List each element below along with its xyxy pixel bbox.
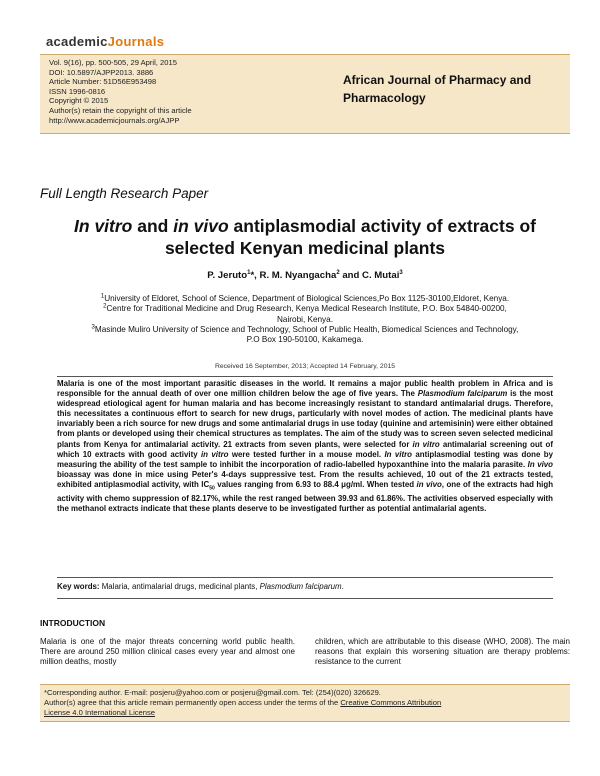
article-number: Article Number: 51D56E953498 bbox=[49, 77, 157, 87]
abstract-text: bioassay was done in mice using Peter's 4-days suppressive test. From the results achieved, 10 out of the 21 extracts tested, exhibited antiplasmodial activity, with IC bbox=[57, 469, 553, 489]
affil-sup: 3 bbox=[91, 324, 95, 331]
affiliation-3 bbox=[50, 325, 560, 335]
author-sup: 3 bbox=[399, 269, 403, 276]
abstract-text: , one of the extracts had high activity with chemo suppression of 82.17%, while the rest ranged between 39.93 and 61.86%. The activities observed especially with the methanol extracts indicate that these plants deserve to be investigated further as potential antimalarial agents. bbox=[57, 479, 554, 513]
keywords-end: . bbox=[341, 582, 344, 591]
article-title bbox=[40, 215, 570, 259]
logo-journals: Journals bbox=[107, 34, 165, 49]
abstract-text: is the most widespread etiological agent for human malaria and has become increasingly resistant to standard antimalarial drugs. Therefore, this necessitates a continuous effort to search for new drugs, particularly with novel modes of action. The medicinal plants have invariably been a rich source for new drugs and some antimalarial drugs in use today (quinine and artemisinin) were either obtained from plants or developed using their chemical structures as templates. The aim of the study was to screen seven selected medicinal plants from Kenya for antimalarial activity. 21 extracts from seven plants, were selected for bbox=[57, 389, 553, 449]
author-name: P. Jeruto bbox=[207, 270, 248, 281]
affil-sup: 1 bbox=[100, 293, 105, 300]
title-in-vivo: in vivo bbox=[173, 216, 229, 236]
volume-info: Vol. 9(16), pp. 500-505, 29 April, 2015 bbox=[49, 58, 177, 67]
abstract-text: Malaria is one of the most important parasitic diseases in the world. It remains a major public health problem in Africa and is responsible for the annual death of over one million children below the age of five years. The bbox=[57, 379, 553, 399]
intro-column-1: Malaria is one of the major threats concerning world public health. There are around 250 million clinical cases every year and almost one million deaths, mostly bbox=[40, 637, 295, 666]
affil-text: Centre for Traditional Medicine and Drug Research, Kenya Medical Research Institute, P.O. Box 54840-00200, bbox=[106, 304, 507, 314]
abstract-italic: In vitro bbox=[384, 449, 412, 459]
author-sup: 2 bbox=[336, 269, 340, 276]
logo-academic: academic bbox=[46, 34, 108, 49]
title-in-vitro: In vitro bbox=[74, 216, 133, 236]
affiliation-3-cont: P.O Box 190-50100, Kakamega. bbox=[246, 335, 364, 345]
journal-name bbox=[343, 71, 531, 107]
title-part1: antiplasmodial activity of extracts of bbox=[228, 216, 536, 236]
journal-url[interactable]: http://www.academicjournals.org/AJPP bbox=[49, 115, 180, 125]
corresponding-author: *Corresponding author. E-mail: posjeru@yahoo.com or posjeru@gmail.com. Tel: (254)(020) 326629. bbox=[44, 688, 381, 697]
abstract-text: antiplasmodial testing was done by measuring the ability of the test sample to inhibit the incorporation of radio-labelled hypoxanthine into the malaria parasite. bbox=[57, 449, 553, 469]
abstract-text: were tested further in a mouse model. bbox=[228, 449, 385, 459]
issn: ISSN 1996-0816 bbox=[49, 86, 106, 96]
keywords-text: Malaria, antimalarial drugs, medicinal plants, bbox=[99, 582, 260, 591]
journal-name-line1: African Journal of Pharmacy and bbox=[343, 73, 532, 87]
keywords bbox=[57, 582, 553, 599]
section-heading-introduction: INTRODUCTION bbox=[40, 618, 106, 628]
affil-text: University of Eldoret, School of Science, Department of Biological Sciences,Po Box 1125-30100,Eldoret, Kenya. bbox=[104, 294, 510, 303]
footnote-box bbox=[40, 684, 570, 722]
received-accepted-dates: Received 16 September, 2013; Accepted 14 February, 2015 bbox=[214, 363, 396, 370]
abstract-subscript: 50 bbox=[209, 485, 215, 492]
intro-column-2: children, which are attributable to this disease (WHO, 2008). The main reasons that explain this worsening situation are therapy problems: resistance to the current bbox=[315, 637, 570, 666]
abstract-italic: in vivo bbox=[416, 479, 442, 489]
license-text: Author(s) agree that this article remain permanently open access under the terms of the bbox=[44, 698, 341, 708]
keywords-italic: Plasmodium falciparum bbox=[259, 582, 342, 591]
copyright: Copyright © 2015 bbox=[49, 96, 109, 106]
journal-name-line2: Pharmacology bbox=[343, 91, 426, 105]
affiliations bbox=[50, 294, 560, 345]
license-note bbox=[44, 698, 566, 708]
affiliation-2-cont: Nairobi, Kenya. bbox=[277, 314, 333, 324]
title-part2: selected Kenyan medicinal plants bbox=[164, 238, 446, 258]
author-sup: 1 bbox=[247, 269, 251, 276]
publisher-logo bbox=[46, 34, 164, 49]
title-and: and bbox=[132, 216, 174, 236]
author-name: C. Mutai bbox=[362, 270, 400, 281]
abstract-italic: in vitro bbox=[200, 449, 229, 459]
license-link-cont[interactable]: License 4.0 International License bbox=[44, 708, 156, 718]
affil-text: Masinde Muliro University of Science and Technology, School of Public Health, Biomedical Sciences and Technology, bbox=[94, 324, 519, 334]
copyright-note: Author(s) retain the copyright of this article bbox=[49, 105, 192, 115]
paper-type: Full Length Research Paper bbox=[40, 186, 209, 201]
author-name: R. M. Nyangacha bbox=[259, 270, 337, 281]
affil-sup: 2 bbox=[103, 303, 107, 310]
keywords-label: Key words: bbox=[57, 582, 100, 591]
journal-info-bar bbox=[40, 54, 570, 134]
abstract bbox=[57, 376, 553, 578]
doi: DOI: 10.5897/AJPP2013. 3886 bbox=[49, 67, 154, 77]
affiliation-1 bbox=[50, 294, 560, 304]
abstract-italic: Plasmodium falciparum bbox=[417, 389, 508, 399]
abstract-text: values ranging from 6.93 to 88.4 μg/ml. When tested bbox=[214, 479, 417, 489]
abstract-italic: In vivo bbox=[527, 459, 553, 469]
abstract-text: antimalarial screening out of which 10 extracts with good activity bbox=[57, 439, 553, 459]
affiliation-2 bbox=[50, 304, 560, 314]
author-list bbox=[40, 270, 570, 281]
author-sep: *, bbox=[250, 270, 260, 281]
abstract-italic: in vitro bbox=[412, 439, 440, 449]
article-metadata bbox=[49, 58, 192, 125]
license-link[interactable]: Creative Commons Attribution bbox=[340, 698, 442, 708]
author-sep: and bbox=[339, 270, 363, 281]
